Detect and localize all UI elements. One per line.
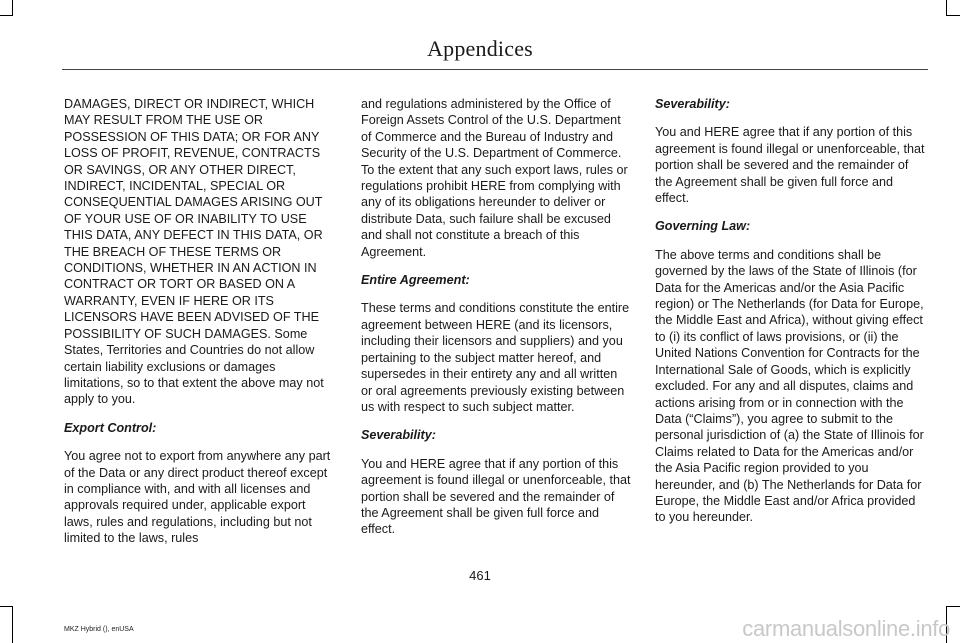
text-column-3 [655,96,925,538]
crop-mark-top-right-horizontal [946,15,960,16]
body-paragraph: You agree not to export from anywhere any part of the Data or any direct product thereof except in compliance with, and with all licenses and approvals required under, applicable export laws, rules and regulations, including but not limited to the laws, rules [64,449,331,546]
crop-mark-top-left-horizontal [0,15,13,16]
text-column-1 [64,96,334,559]
page-title: Appendices [427,36,533,61]
body-paragraph: The above terms and conditions shall be governed by the laws of the State of Illinois (for Data for the Americas and/or the Asia Pacific region) or The Netherlands (for Data for Europe, the Middle East and Africa), without giving effect to (i) its conflict of laws provisions, or (ii) the United Nations Convention for Contracts for the International Sale of Goods, which is explicitly excluded. For any and all disputes, claims and actions arising from or in connection with the Data (“Claims”), you agree to submit to the personal jurisdiction of (a) the State of Illinois for Claims related to Data for the Americas and/or the Asia Pacific region provided to you hereunder, and (b) The Netherlands for Data for Europe, the Middle East and/or Africa provided to you hereunder. [655,247,924,525]
section-heading: Severability: [655,97,730,111]
section-heading: Governing Law: [655,219,751,234]
text-column-2 [361,96,631,550]
crop-mark-top-left-vertical [12,0,13,16]
body-paragraph: DAMAGES, DIRECT OR INDIRECT, WHICH MAY RESULT FROM THE USE OR POSSESSION OF THIS DATA; OR FOR ANY LOSS OF PROFIT, REVENUE, CONTRACTS OR SAVINGS, OR ANY OTHER DIRECT, INDIRECT, INCIDENTAL, SPECIAL OR CONSEQUENTIAL DAMAGES ARISING OUT OF YOUR USE OF OR INABILITY TO USE THIS DATA, ANY DEFECT IN THIS DATA, OR THE BREACH OF THESE TERMS OR CONDITIONS, WHETHER IN AN ACTION IN CONTRACT OR TORT OR BASED ON A WARRANTY, EVEN IF HERE OR ITS LICENSORS HAVE BEEN ADVISED OF THE POSSIBILITY OF SUCH DAMAGES. Some States, Territories and Countries do not allow certain liability exclusions or damages limitations, so to that extent the above may not apply to you. [64,97,324,407]
body-paragraph: You and HERE agree that if any portion of this agreement is found illegal or unenforceable, that portion shall be severed and the remainder of the Agreement shall be given full force and effect. [655,125,925,206]
crop-mark-top-right-vertical [946,0,947,16]
footer-model-label: MKZ Hybrid (), enUSA [64,626,134,633]
body-paragraph: These terms and conditions constitute the entire agreement between HERE (and its licensors, including their licensors and suppliers) and you pertaining to the subject matter hereof, and supersedes in their entirety any and all written or oral agreements previously existing between us with respect to such subject matter. [361,301,630,414]
section-heading: Export Control: [64,420,157,435]
section-heading: Entire Agreement: [361,273,470,288]
watermark-logo: carmanualsonline.info [742,616,950,641]
page-number: 461 [469,568,491,583]
section-heading: Severability: [361,428,436,443]
crop-mark-bottom-left-vertical [12,606,13,643]
crop-mark-bottom-left-horizontal [0,606,13,607]
body-paragraph: You and HERE agree that if any portion of this agreement is found illegal or unenforceable, that portion shall be severed and the remainder of the Agreement shall be given full force and effect. [361,456,631,537]
crop-mark-bottom-right-horizontal [946,606,960,607]
body-paragraph: and regulations administered by the Office of Foreign Assets Control of the U.S. Department of Commerce and the Bureau of Industry and Security of the U.S. Department of Commerce. To the extent that any such export laws, rules or regulations prohibit HERE from complying with any of its obligations hereunder to deliver or distribute Data, such failure shall be excused and shall not constitute a breach of this Agreement. [361,97,628,259]
header-divider [62,69,928,70]
